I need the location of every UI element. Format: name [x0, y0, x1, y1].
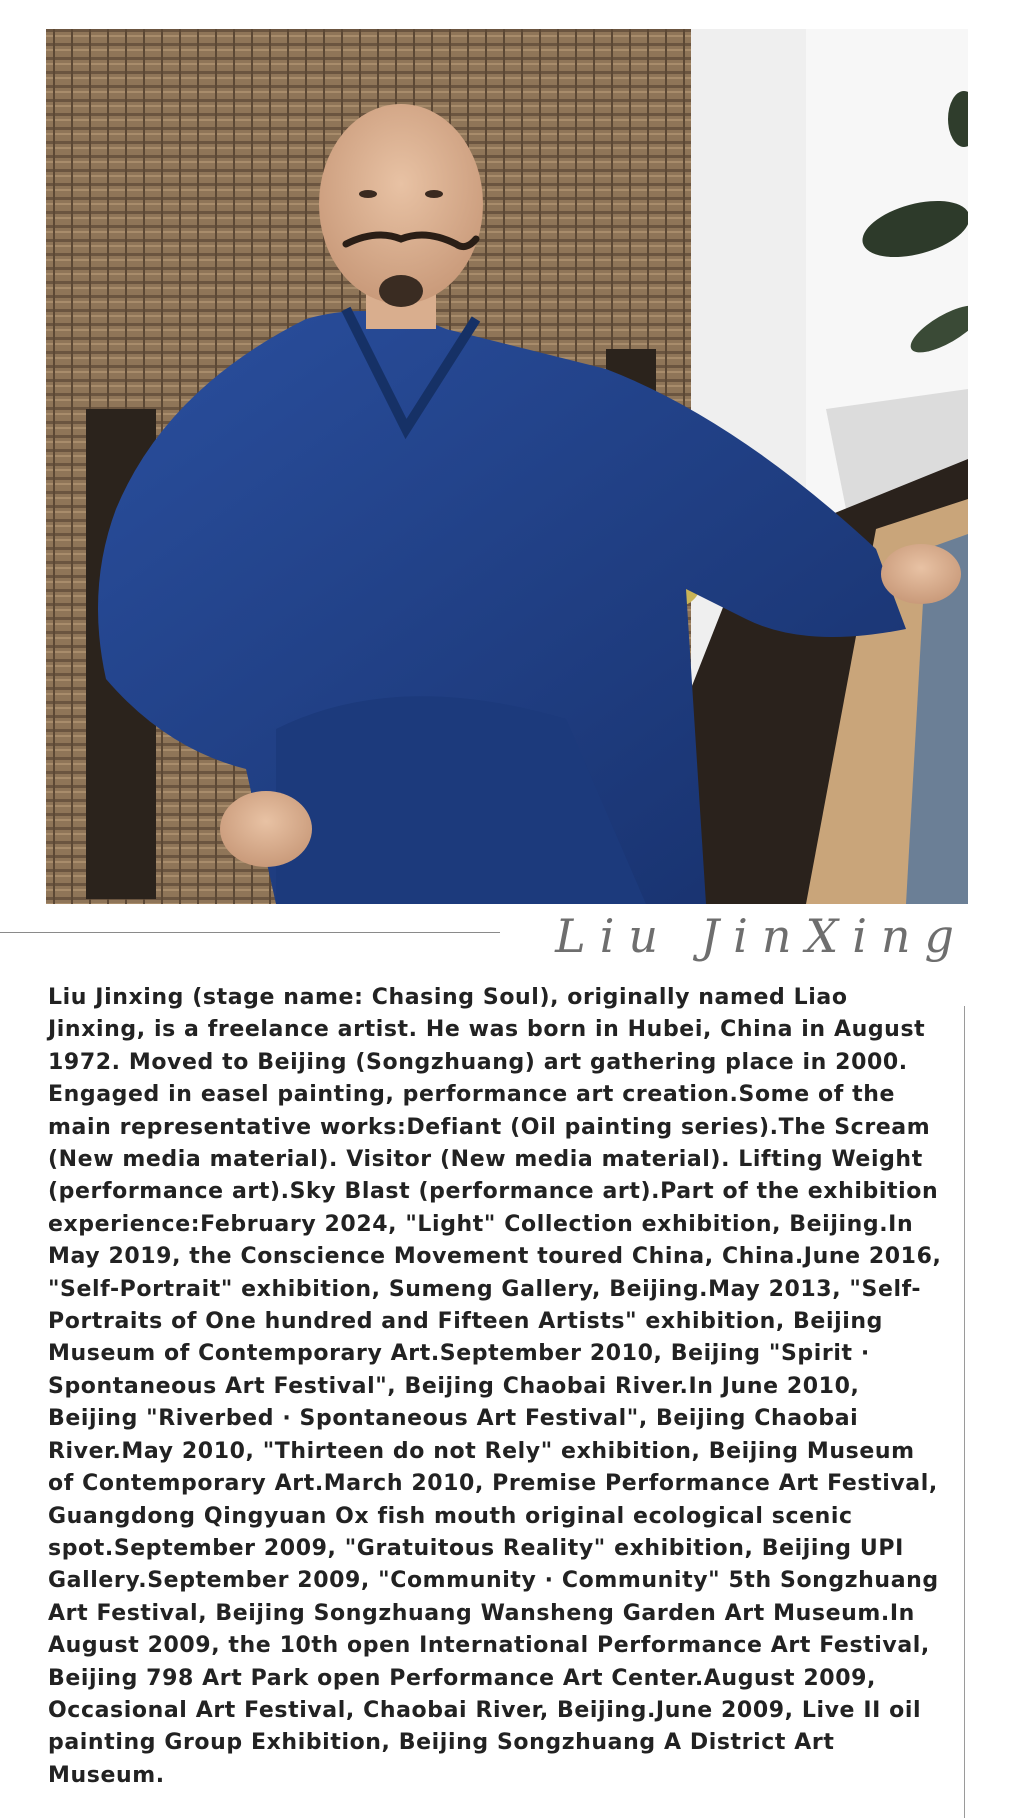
- artist-name-title: Liu JinXing: [555, 909, 968, 963]
- artist-biography: Liu Jinxing (stage name: Chasing Soul), originally named Liao Jinxing, is a freelance artist. He was born in Hubei, China in August 1972. Moved to Beijing (Songzhuang) art gathering place in 2000. Engaged in easel painting, performance art creation.Some of the main representative works:Defiant (Oil painting series).The Scream (New media material). Visitor (New media material). Lifting Weight (performance art).Sky Blast (performance art).Part of the exhibition experience:February 2024, "Light" Collection exhibition, Beijing.In May 2019, the Conscience Movement toured China, China.June 2016, "Self-Portrait" exhibition, Sumeng Gallery, Beijing.May 2013, "Self-Portraits of One hundred and Fifteen Artists" exhibition, Beijing Museum of Contemporary Art.September 2010, Beijing "Spirit · Spontaneous Art Festival", Beijing Chaobai River.In June 2010, Beijing "Riverbed · Spontaneous Art Festival", Beijing Chaobai River.May 2010, "Thirteen do not Rely" exhibition, Beijing Museum of Contemporary Art.March 2010, Premise Performance Art Festival, Guangdong Qingyuan Ox fish mouth original ecological scenic spot.September 2009, "Gratuitous Reality" exhibition, Beijing UPI Gallery.September 2009, "Community · Community" 5th Songzhuang Art Festival, Beijing Songzhuang Wansheng Garden Art Museum.In August 2009, the 10th open International Performance Art Festival, Beijing 798 Art Park open Performance Art Center.August 2009, Occasional Art Festival, Chaobai River, Beijing.June 2009, Live II oil painting Group Exhibition, Beijing Songzhuang A District Art Museum.: [48, 985, 942, 1788]
- artist-photo: [46, 29, 968, 904]
- divider-left: [0, 932, 500, 933]
- divider-right: [964, 1006, 965, 1818]
- artist-portrait-icon: [46, 29, 968, 904]
